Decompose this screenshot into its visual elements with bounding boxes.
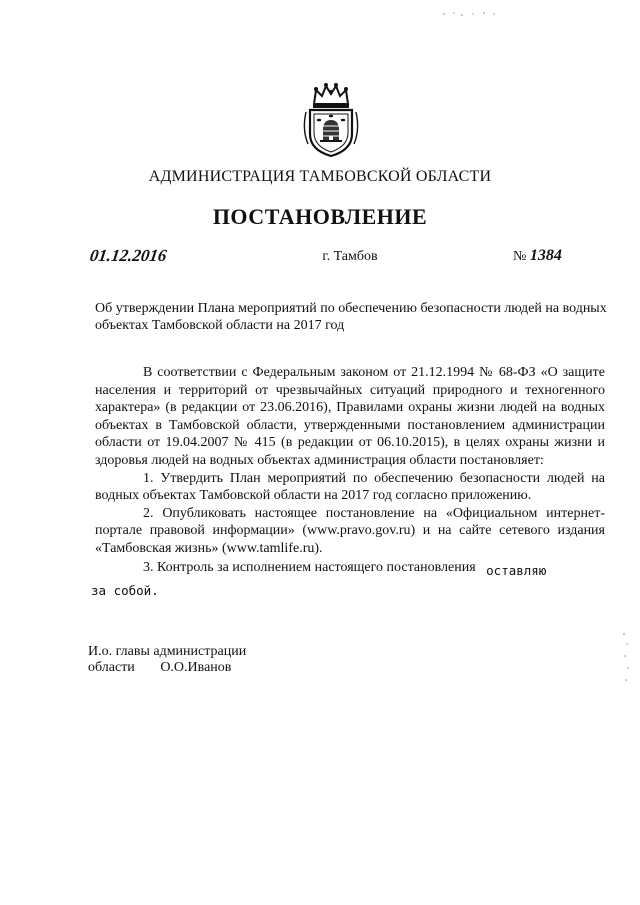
document-date: 01.12.2016 bbox=[88, 246, 168, 265]
document-subject: Об утверждении Плана мероприятий по обеспечению безопасности людей на водных объектах Тамбовской области на 2017 год bbox=[95, 301, 607, 333]
item-3-typed-end: оставляю bbox=[486, 562, 547, 578]
document-body bbox=[91, 364, 605, 599]
number-prefix: № bbox=[513, 249, 527, 264]
preamble-paragraph: В соответствии с Федеральным законом от 21.12.1994 № 68-ФЗ «О защите населения и территорий от чрезвычайных ситуаций природного и техногенного характера» (в редакции от 23.06.2016), Правилами охраны жизни людей на водных объектах в Тамбовской области, утвержденными постановлением администрации области от 19.04.2007 № 415 (в редакции от 06.10.2015), в целях охраны жизни и здоровья людей на водных объектах администрация области постановляет: bbox=[95, 365, 605, 468]
item-3-text: 3. Контроль за исполнением настоящего постановления bbox=[143, 559, 476, 575]
number-value: 1384 bbox=[529, 247, 562, 264]
document-number bbox=[513, 247, 562, 265]
scan-edge-specks bbox=[620, 630, 632, 690]
item-2-paragraph: 2. Опубликовать настоящее постановление на «Официальном интернет-портале правовой информации» (www.pravo.gov.ru) и на сайте сетевого издания «Тамбовская жизнь» (www.tamlife.ru). bbox=[95, 505, 605, 556]
signature-name: О.О.Иванов bbox=[160, 660, 232, 675]
signature-position-line-1: И.о. главы администрации bbox=[88, 644, 247, 659]
signature-block bbox=[88, 644, 246, 676]
document-city: г. Тамбов bbox=[322, 249, 378, 264]
item-3-typed-line: за собой. bbox=[91, 583, 159, 599]
item-1-paragraph: 1. Утвердить План мероприятий по обеспечению безопасности людей на водных объектах Тамбовской области на 2017 год согласно приложению. bbox=[95, 470, 605, 504]
tambov-coat-of-arms-icon bbox=[300, 82, 362, 158]
signature-position-line-2: области bbox=[88, 660, 135, 675]
organization-name: АДМИНИСТРАЦИЯ ТАМБОВСКОЙ ОБЛАСТИ bbox=[148, 168, 492, 185]
scan-specks bbox=[440, 10, 500, 18]
document-type-title: ПОСТАНОВЛЕНИЕ bbox=[212, 204, 428, 229]
item-3-paragraph bbox=[95, 558, 605, 577]
